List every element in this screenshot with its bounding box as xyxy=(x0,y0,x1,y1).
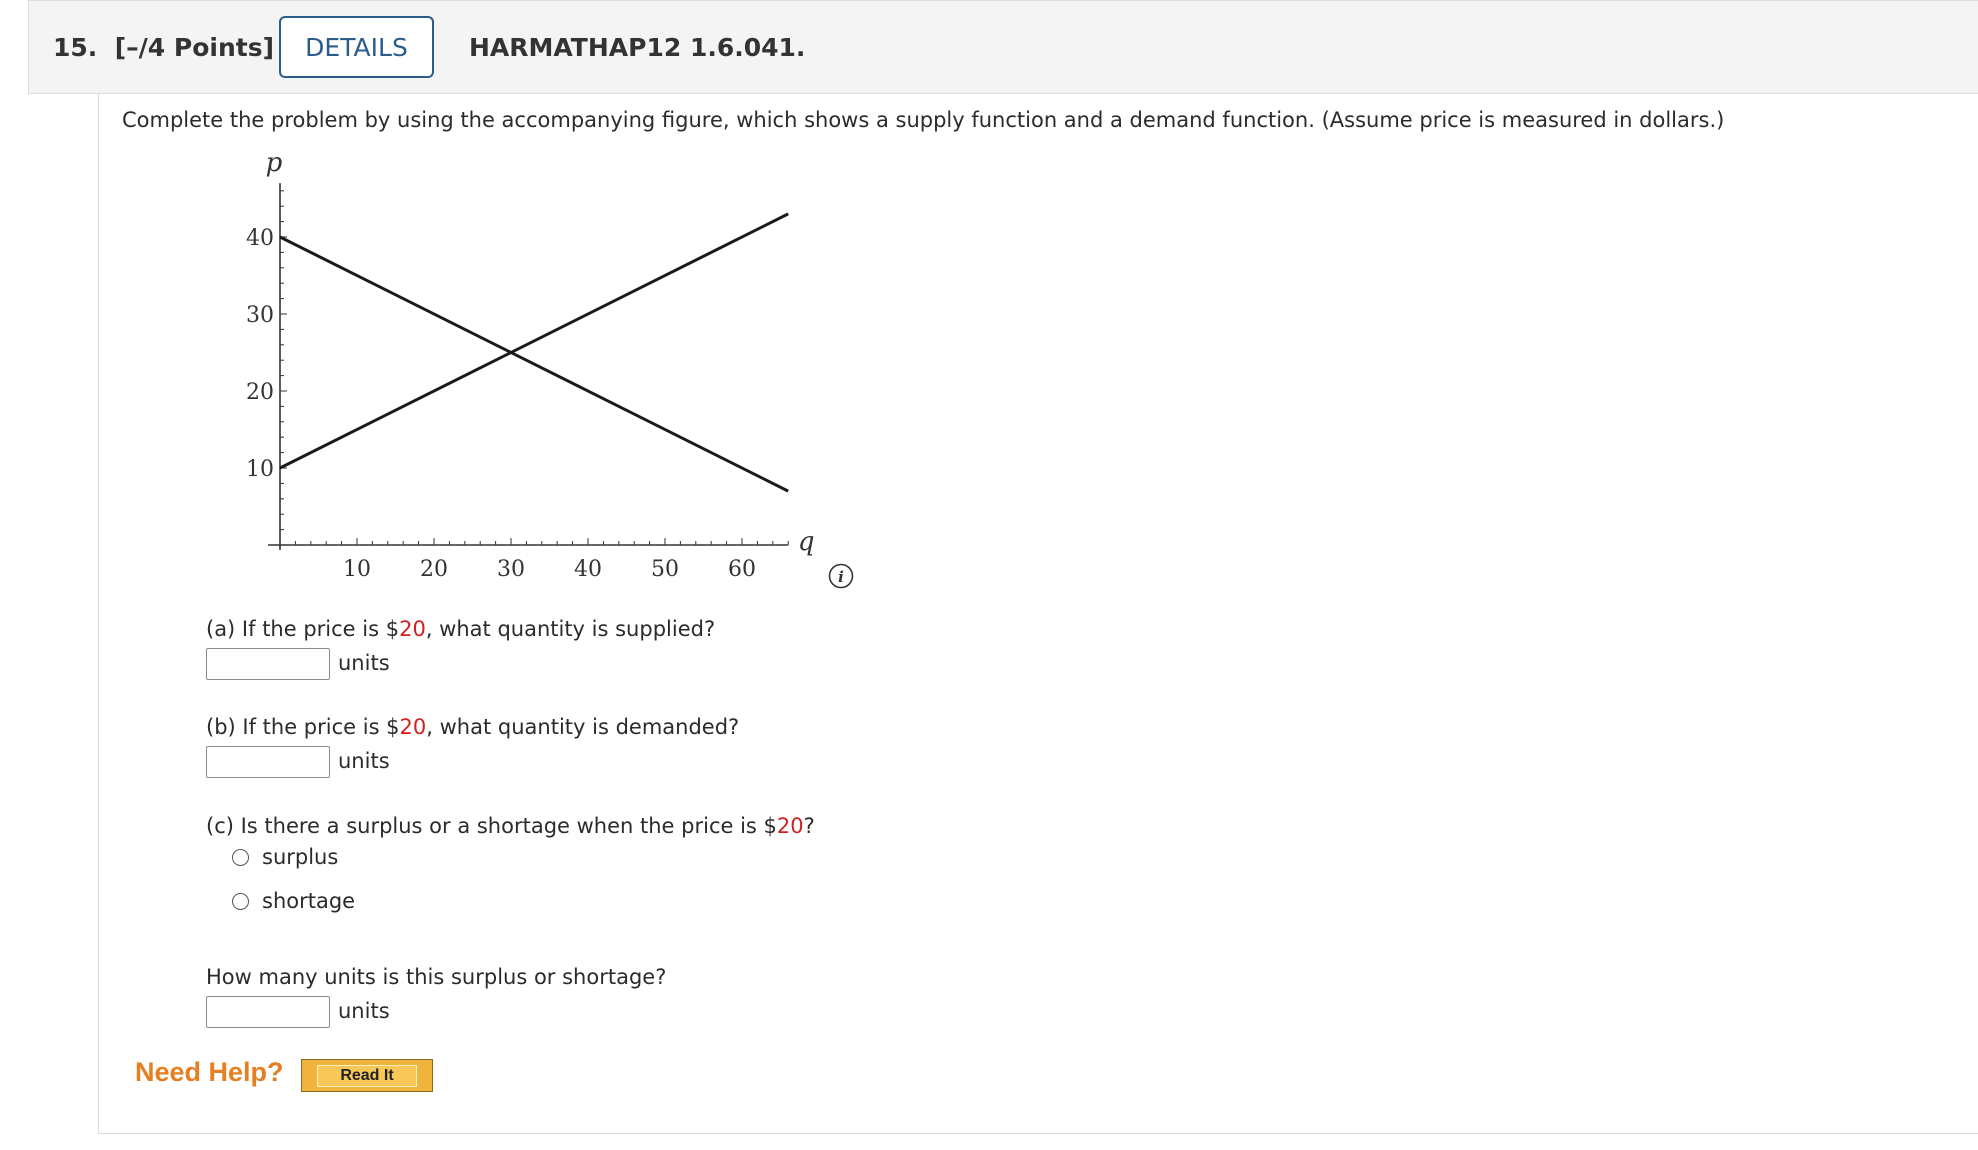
x-tick-label: 60 xyxy=(728,557,756,582)
read-it-label: Read It xyxy=(317,1065,416,1087)
y-tick-label: 10 xyxy=(246,457,274,482)
y-tick-label: 40 xyxy=(246,226,274,251)
need-help-label: Need Help? xyxy=(135,1057,284,1087)
question-header xyxy=(28,0,1978,94)
x-axis-label: q xyxy=(797,527,815,557)
part-a-units: units xyxy=(338,651,390,675)
surplus-option[interactable] xyxy=(232,845,338,869)
surplus-label: surplus xyxy=(262,845,339,869)
problem-intro: Complete the problem by using the accompanying figure, which shows a supply function and a demand function. (Assume price is measured in dollars.) xyxy=(122,108,1725,132)
part-a-answer-input[interactable] xyxy=(206,648,330,680)
surplus-radio[interactable] xyxy=(232,849,249,866)
svg-text:i: i xyxy=(838,568,844,586)
tick-labels xyxy=(246,148,815,582)
surplus-shortage-units: units xyxy=(338,999,390,1023)
problem-code: HARMATHAP12 1.6.041. xyxy=(469,33,806,62)
shortage-label: shortage xyxy=(262,889,356,913)
y-axis-label: p xyxy=(265,148,283,179)
shortage-option[interactable] xyxy=(232,889,355,913)
series-lines xyxy=(280,214,788,491)
part-a-question: (a) If the price is $20, what quantity is supplied? xyxy=(206,617,716,641)
x-tick-label: 30 xyxy=(497,557,525,582)
read-it-button[interactable] xyxy=(301,1059,433,1092)
y-tick-label: 30 xyxy=(246,303,274,328)
demand-line xyxy=(280,237,788,491)
x-tick-label: 50 xyxy=(651,557,679,582)
details-button[interactable]: DETAILS xyxy=(279,16,434,78)
x-tick-label: 20 xyxy=(420,557,448,582)
x-tick-label: 10 xyxy=(343,557,371,582)
part-b-answer-input[interactable] xyxy=(206,746,330,778)
x-tick-label: 40 xyxy=(574,557,602,582)
part-b-question: (b) If the price is $20, what quantity is demanded? xyxy=(206,715,740,739)
part-b-units: units xyxy=(338,749,390,773)
surplus-shortage-answer-input[interactable] xyxy=(206,996,330,1028)
surplus-shortage-question: How many units is this surplus or shortage? xyxy=(206,965,667,989)
question-number-points: 15. [–/4 Points] xyxy=(53,33,274,62)
supply-line xyxy=(280,214,788,468)
supply-demand-graph xyxy=(215,145,835,585)
axes xyxy=(268,183,788,550)
y-tick-label: 20 xyxy=(246,380,274,405)
part-c-question: (c) Is there a surplus or a shortage when the price is $20? xyxy=(206,814,815,838)
info-icon[interactable] xyxy=(828,563,854,589)
shortage-radio[interactable] xyxy=(232,893,249,910)
ticks xyxy=(280,191,788,545)
